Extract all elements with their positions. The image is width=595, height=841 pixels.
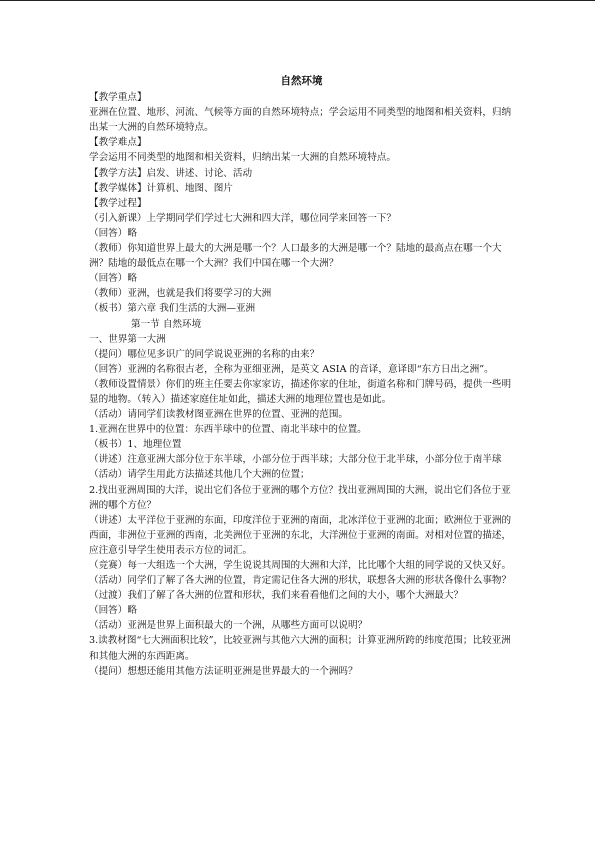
- section-heading: 第一节 自然环境: [131, 318, 202, 330]
- paragraph-teacher-scenario: （教师设置情景）你们的班主任要去你家家访，描述你家的住址，街道名称和门牌号码，提供一些明显的地物。（转入）描述家庭住址如此，描述大洲的地理位置也是如此。: [89, 378, 512, 405]
- paragraph-transition: （过渡）我们了解了各大洲的位置和形状，我们来看看他们之间的大小，哪个大洲最大？: [89, 590, 464, 602]
- paragraph-item-2: 2.找出亚洲周围的大洋，说出它们各位于亚洲的哪个方位？找出亚洲周围的大洲，说出它们各位于亚洲的哪个方位？: [89, 484, 511, 511]
- paragraph-item-1: 1.亚洲在世界中的位置：东西半球中的位置、南北半球中的位置。: [89, 424, 367, 436]
- paragraph-activity-shapes: （活动）同学们了解了各大洲的位置，肯定需记住各大洲的形状，联想各大洲的形状各像什么事物？: [89, 575, 512, 587]
- document-title: 自然环境: [280, 75, 323, 87]
- paragraph-difficulty: 学会运用不同类型的地图和相关资料，归纳出某一大洲的自然环境特点。: [89, 152, 396, 164]
- heading-teaching-process: 【教学过程】: [89, 197, 147, 209]
- paragraph-question-name: （提问）哪位见多识广的同学说说亚洲的名称的由来？: [89, 348, 320, 360]
- paragraph-media: 【教学媒体】计算机、地图、图片: [89, 182, 233, 194]
- paragraph-intro: （引入新课）上学期同学们学过七大洲和四大洋，哪位同学来回答一下？: [89, 212, 396, 224]
- subheading-largest-continent: 一、世界第一大洲: [89, 333, 166, 345]
- paragraph-answer: （回答）略: [89, 227, 137, 239]
- paragraph-focus: 亚洲在位置、地形、河流、气候等方面的自然环境特点；学会运用不同类型的地图和相关资料，归纳出某一大洲的自然环境特点。: [89, 107, 512, 134]
- paragraph-explain-surroundings: （讲述）太平洋位于亚洲的东面，印度洋位于亚洲的南面，北冰洋位于亚洲的北面；欧洲位于亚洲的西面，非洲位于亚洲的西南，北美洲位于亚洲的东北，大洋洲位于亚洲的南面。对相对位置的描述，应注意引导学生使用表示方位的词汇。: [89, 514, 512, 556]
- paragraph-competition: （竞赛）每一大组选一个大洲，学生说说其周围的大洲和大洋，比比哪个大组的同学说的又快又好。: [89, 560, 512, 571]
- paragraph-methods: 【教学方法】启发、讲述、讨论、活动: [89, 167, 253, 179]
- paragraph-board-location: （板书）1、地理位置: [89, 439, 182, 451]
- paragraph-question-other-methods: （提问）想想还能用其他方法证明亚洲是世界最大的一个洲吗？: [89, 665, 358, 677]
- paragraph-item-3: 3.读教材图“七大洲面积比较”，比较亚洲与其他六大洲的面积；计算亚洲所跨的纬度范围；比较亚洲和其他大洲的东西距离。: [89, 635, 511, 662]
- paragraph-answer: （回答）略: [89, 273, 137, 285]
- heading-teaching-focus: 【教学重点】: [89, 92, 147, 104]
- paragraph-answer-name: （回答）亚洲的名称很古老，全称为亚细亚洲，是英文 ASIA 的音译，意译即“东方日出之洲”。: [89, 363, 494, 375]
- paragraph-answer: （回答）略: [89, 605, 137, 617]
- paragraph-teacher-asia: （教师）亚洲，也就是我们将要学习的大洲: [89, 288, 272, 300]
- heading-teaching-difficulty: 【教学难点】: [89, 137, 147, 149]
- paragraph-teacher-questions: （教师）你知道世界上最大的大洲是哪一个？人口最多的大洲是哪一个？陆地的最高点在哪一个大洲？陆地的最低点在哪一个大洲？我们中国在哪一个大洲？: [89, 243, 502, 270]
- document-body: [89, 74, 514, 679]
- paragraph-explain-hemispheres: （讲述）注意亚洲大部分位于东半球，小部分位于西半球；大部分位于北半球，小部分位于南半球: [89, 454, 502, 466]
- paragraph-board-chapter: （板书）第六章 我们生活的大洲—亚洲: [89, 303, 256, 315]
- paragraph-activity-describe: （活动）请学生用此方法描述其他几个大洲的位置；: [89, 469, 310, 481]
- paragraph-activity-map: （活动）请同学们读教材图亚洲在世界的位置、亚洲的范围。: [89, 409, 349, 421]
- paragraph-activity-largest: （活动）亚洲是世界上面积最大的一个洲，从哪些方面可以说明？: [89, 620, 368, 632]
